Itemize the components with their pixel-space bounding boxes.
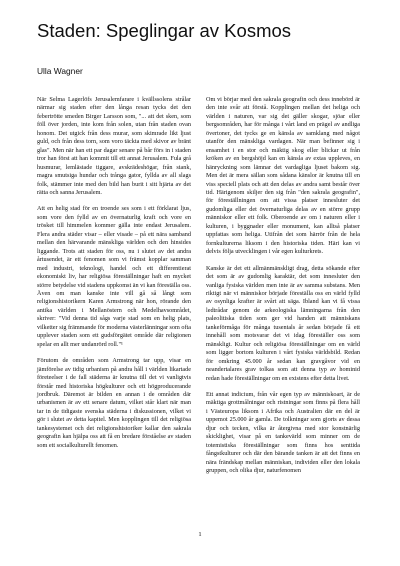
author-name: Ulla Wagner bbox=[37, 66, 83, 76]
paragraph: Ett annat indicium, från vår egen typ av människoart, är de mäktiga grottmålningar och ristningar som finns på flera håll i Västeuropa liksom i Afrika och Australien där en del är uppemot 25.000 år gamla. De tolkningar som gjorts av dessa djur och tecken, vilka är återgivna med stor konstnärlig skicklighet, visar på en tankevärld som minner om de totemistiska föreställningar som finns hos senttida fångstkulturer och där den bärande tanken är att det finns en nära frändskap mellan människan, individen eller den lokala gruppen, och olika djur, naturfenomen bbox=[206, 390, 360, 475]
text-column-right bbox=[206, 96, 360, 483]
paragraph: Kanske är det ett allmänmänskligt drag, detta sökande efter det som är av gudomlig karaktär, det som innesluter den vanliga fysiska världen men inte är av samma substans. Men riktigt när vi människor började föreställa oss en värld fylld av osynliga krafter är svårt att säga. Ibland kan vi få vissa ledtrådar genom de arkeologiska lämningarna från den paleolitiska tiden som ger vid handen att människans tankeförmåga för många tusentals år sedan började få ett innehåll som motsvarar det vi idag föreställer oss som mänskligt. Kultur och religiösa föreställningar om en värld som ligger bortom kulturen i vårt fysiska världsbild. Redan för omkring 45.000 år sedan kan gravgåvor vid en neandertalares grav tolkas som att denna typ av hominid redan hade föreställningar om en existens efter detta livet. bbox=[206, 264, 360, 382]
paragraph: När Selma Lagerlöfs Jerusalemfarare i kvällssolens strålar närmar sig staden efter den långa resan tycks det den febertrötte smeden Birger Larsson som, "... att det sken, som föll över jorden, inte kom från solen, utan från staden ovan honom. Det utgick från dess murar, som skimrade likt ljust guld, och från dess torn, som voro täckta med skivor av bränt glas". Men när han ett par dagar senare på bår förs in i staden tror han först att han kommit till ett annat Jerusalem. Fula grå husmurar, lemlästade tiggare, avskrädeshögar, från stank, magra smutsiga hundar och trånga gator, fyllda av all slags folk, stämmer inte med den bild han burit i sitt hjärta av det rätta och sanna Jerusalem. bbox=[37, 96, 191, 196]
paragraph: Förutom de områden som Armstrong tar upp, visar en jämförelse av tidig urbanism på andra håll i världen likartade företeelser i de fall städerna är knutna till det vi vanligtvis förstår med historiska högkulturer och ett högproducerande jordbruk. Däremot är bilden en annan i de områden där urbanismen är av ett senare datum, vilket står klart när man tar in de tidigaste svenska städerna i diskussionen, vilket vi gör i slutet av detta kapitel. Men kopplingen till det religiösa tankesystemet och det religionshistoriker kallar den sakrala geografin kan hjälpa oss att få en bredare förståelse av staden som ett socialkulturellt fenomen. bbox=[37, 357, 191, 449]
chapter-title: Staden: Speglingar av Kosmos bbox=[37, 20, 292, 41]
page-number: 1 bbox=[198, 531, 202, 538]
text-column-left bbox=[37, 96, 191, 458]
paragraph: Om vi börjar med den sakrala geografin och dess innebörd är den inte svår att förstå. Kopplingen mellan det heliga och världen i naturen, var sig det gäller skogar, sjöar eller bergsområden, har för många i vårt land en prägel av andliga övertoner, det tycks ge en känsla av samklang med något utanför den mänskliga vardagen. När man befinner sig i ensamhet i en stor och mäktig skog eller blickar ut från kröken av en bergshöjd kan en känsla av extas uppleves, en hänryckning som lämnar det vardagliga ljuset bakom sig. Men det är mera sällan som sådana känslor är knutna till en viss speciell plats och att den delas av andra samt består över tid. Härigenom skiljer den sig från "den sakrala geografin", för föreställningen om att vissa platser innesluter det gudomliga eller det övernaturliga delas av en större grupp människor eller ett folk. Oberoende av om i naturen eller i kulturen, i byggnader eller monument, kan alltså platser uppfattas som heliga. Utifrån det som härrör från de hela fornkulturerna liksom i den historiska tiden. Häri kan vi delvis följa utvecklingen i vår egen kulturkrets. bbox=[206, 96, 360, 256]
paragraph: Att en helig stad för en troende ses som i ett förklarat ljus, som vore den fylld av en övernaturlig kraft och vore en trösket till himmelen kommer gälla inte endast Jerusalem. Flera andra städer visar – eller visade – på ett nära samband mellan den härvarande mänskliga världen och den hinsides liggande. Trots att staden för oss, nu i slutet av det andra årtusendet, är ett fenomen som vi främst kopplar samman med industri, teknologi, handel och ett differentierat ekonomiskt liv, har religiösa föreställningar haft en mycket större betydelse vid stadens uppkomst än vi kan föreställa oss. Även om man kanske inte vill gå så långt som religionshistorikern Karen Armstrong när hon, rörande den antika världen i Mellanöstern och Medelhavsområdet, skriver: "Vid denna tid sågs varje stad som en helig plats, vilketter sig främmande för moderna västerlänningar som ofta upplever staden som ett gudsförgätet område där religionen spelar en allt mer undanrörd roll."¹ bbox=[37, 205, 191, 348]
